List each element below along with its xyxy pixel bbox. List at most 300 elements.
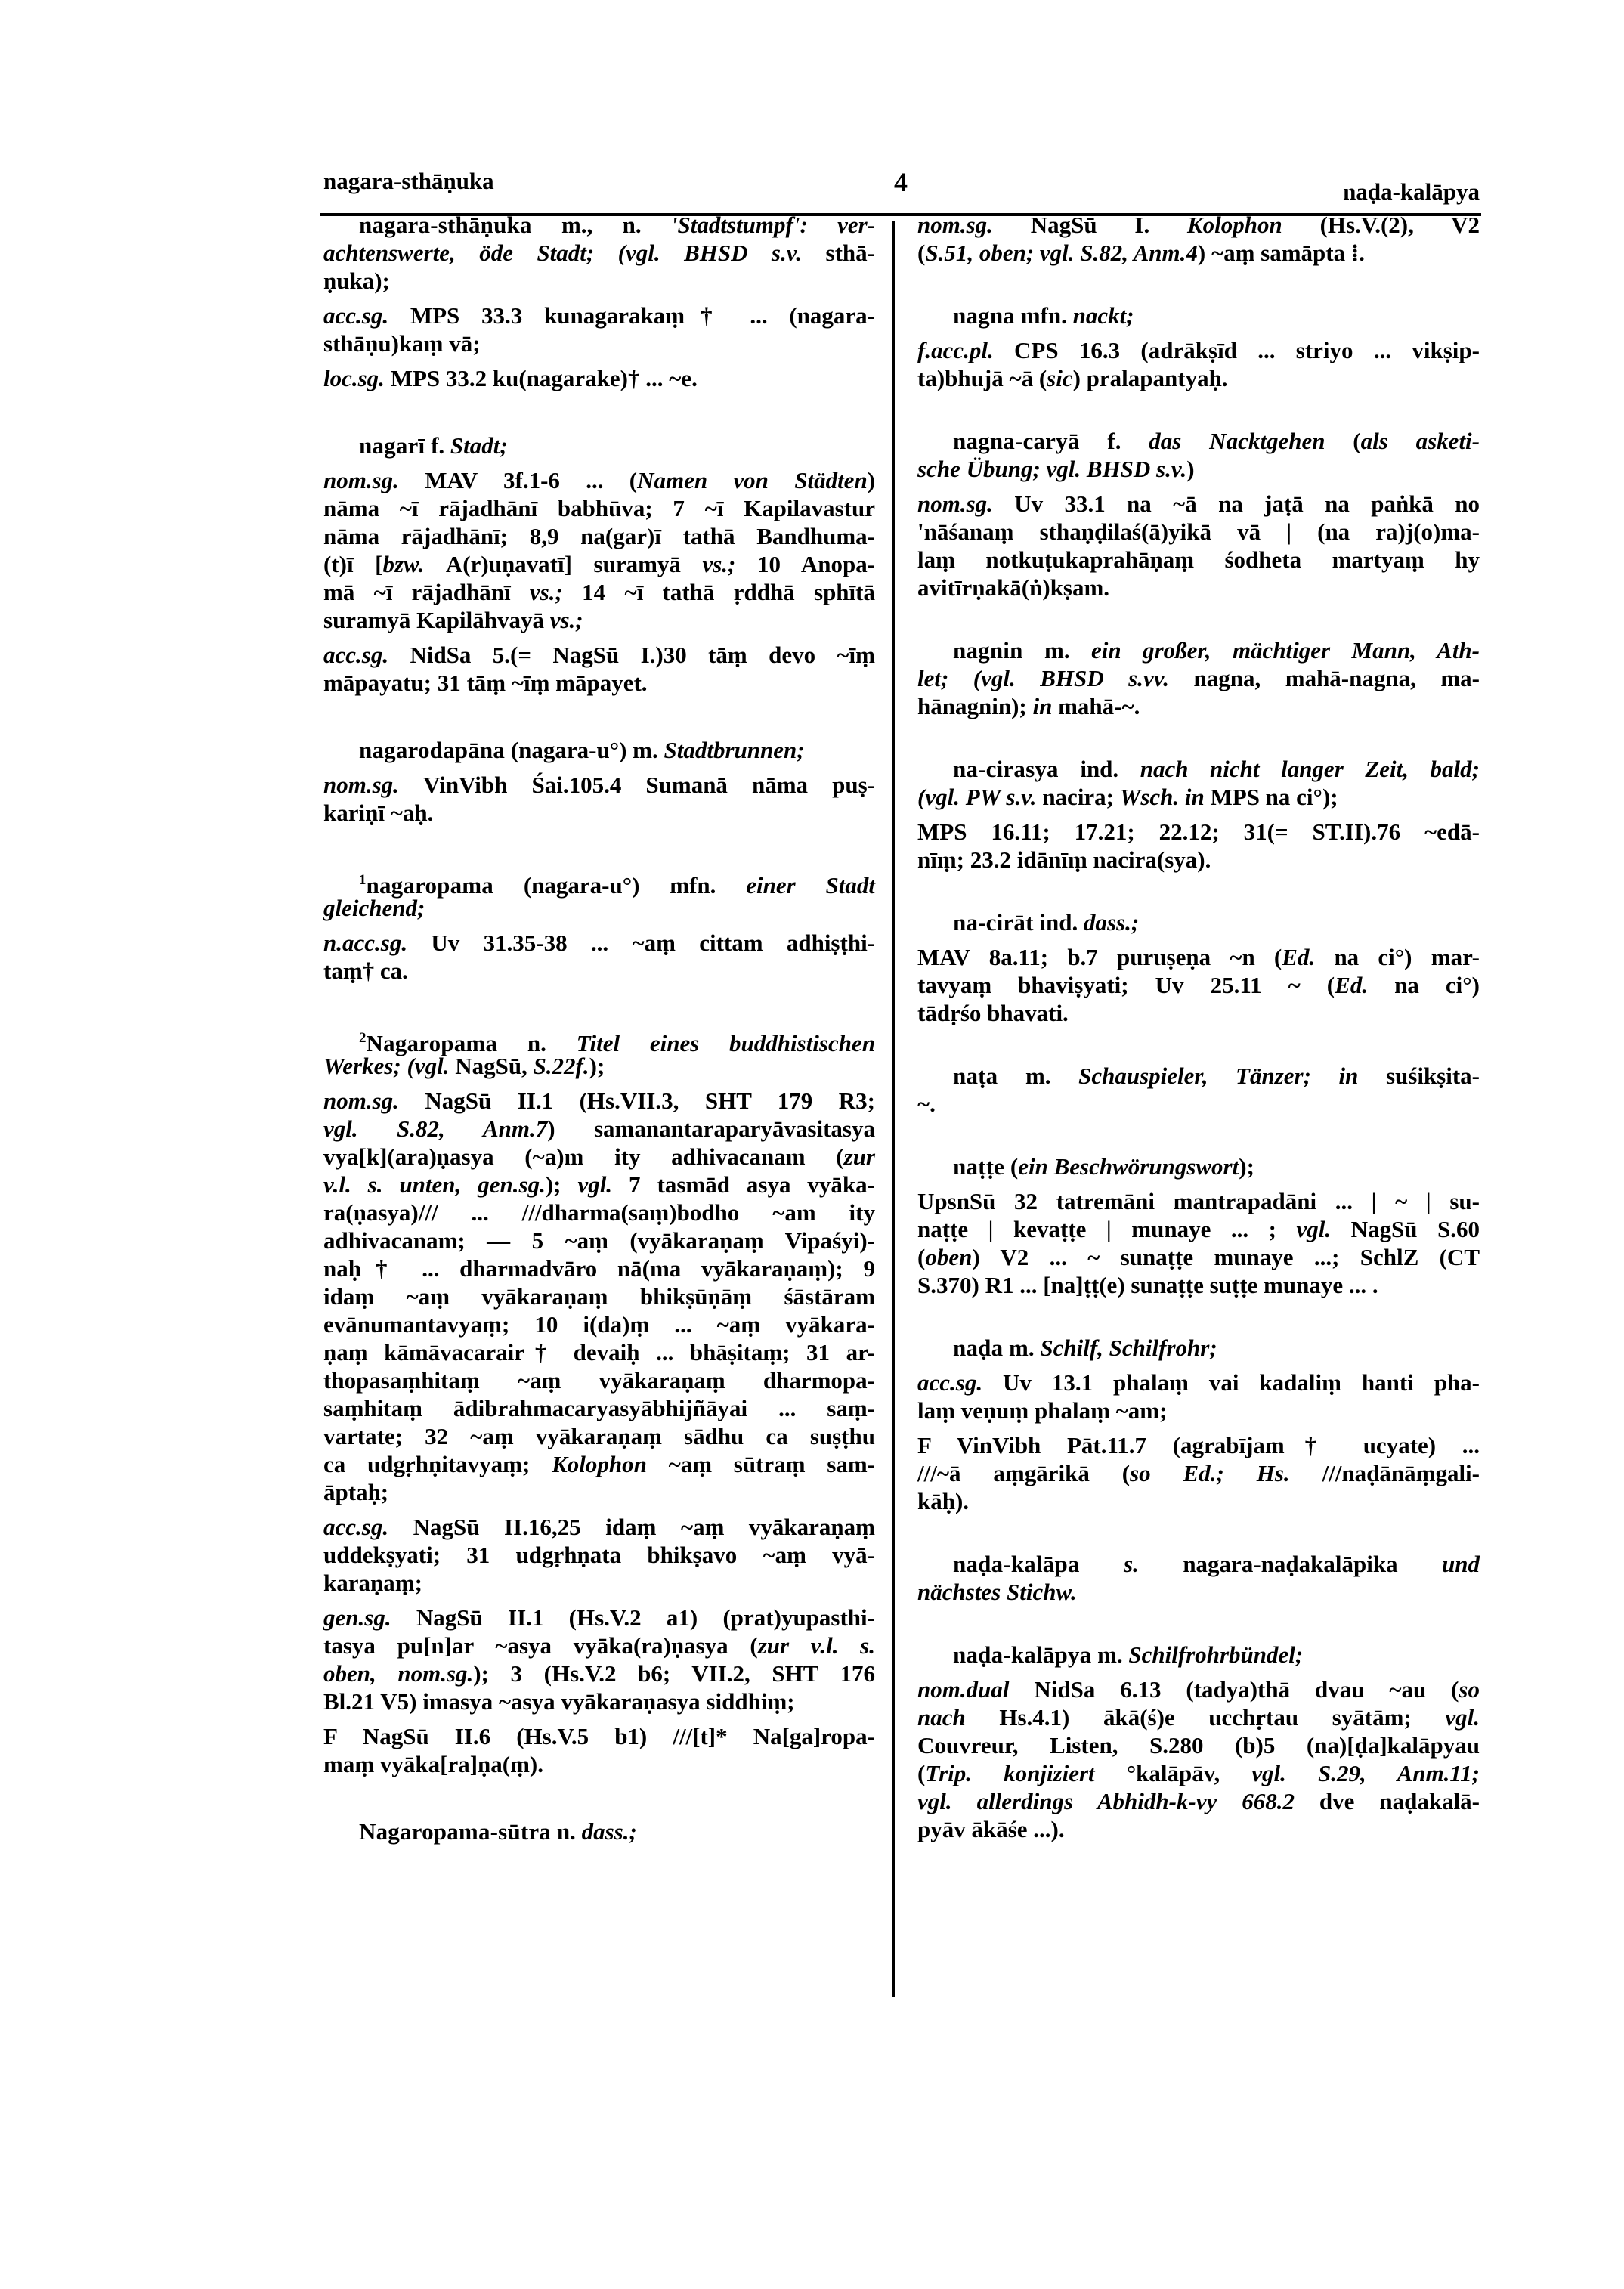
text-line — [323, 1087, 875, 1115]
italic-text: s. — [1124, 1551, 1183, 1577]
headword: Nagaropama-sūtra — [359, 1818, 552, 1845]
entry-text: āptaḥ; — [323, 1479, 389, 1505]
running-head-left: nagara-sthāṇuka — [323, 168, 494, 194]
text-line — [323, 550, 875, 578]
dictionary-entry — [917, 1334, 1480, 1515]
entry-text: mahā-~. — [1058, 693, 1140, 719]
text-line — [323, 957, 875, 985]
text-line — [323, 1422, 875, 1450]
text-line — [917, 1703, 1480, 1731]
entry-text: NidSa 5.(= NagSū I.)30 tāṃ devo ~īṃ — [410, 642, 875, 668]
headword: nagara-sthāṇuka — [359, 212, 532, 238]
entry-text: 'nāśanaṃ sthaṇḍilaś(ā)yikā vā | (na ra)j(o)ma- — [917, 518, 1480, 545]
entry-citation — [917, 1187, 1480, 1299]
italic-text: als asketi- — [1360, 428, 1480, 454]
italic-text: zur — [843, 1143, 875, 1170]
entry-text: uddekṣyati; 31 udgṛhṇata bhikṣavo ~aṃ vyā- — [323, 1542, 875, 1568]
text-line — [917, 1369, 1480, 1397]
entry-text: ///naḍānāṃgali- — [1322, 1460, 1480, 1486]
entry-text: Uv 31.35-38 ... ~aṃ cittam adhiṣṭhi- — [431, 930, 876, 956]
italic-text: nach nicht langer Zeit, bald; — [1140, 756, 1480, 782]
entry-citation — [917, 211, 1480, 267]
italic-text: Stadtbrunnen; — [664, 737, 805, 763]
italic-text: gen.sg. — [323, 1604, 416, 1631]
entry-text: MPS na ci°); — [1210, 784, 1338, 810]
entry-citation — [323, 1722, 875, 1778]
entry-citation — [323, 771, 875, 827]
text-line — [917, 692, 1480, 720]
dictionary-entry — [323, 1024, 875, 1778]
text-line — [323, 578, 875, 606]
text-line — [917, 490, 1480, 518]
entry-text: sthā- — [825, 240, 875, 266]
text-line — [917, 239, 1480, 267]
text-line — [323, 1750, 875, 1778]
entry-text: suśikṣita- — [1385, 1063, 1480, 1089]
entry-text: NagSū, — [455, 1053, 534, 1079]
text-line — [917, 1459, 1480, 1487]
text-line — [323, 1024, 875, 1056]
entry-text: NagSū II.16,25 idaṃ ~aṃ vyākaraṇaṃ — [413, 1514, 875, 1540]
entry-text: nagna, mahā-nagna, ma- — [1193, 665, 1480, 691]
entry-text: NagSū S.60 — [1350, 1216, 1480, 1242]
dictionary-entry — [917, 211, 1480, 267]
text-line — [917, 336, 1480, 364]
text-line — [917, 636, 1480, 664]
text-line — [323, 522, 875, 550]
headword: na-cirāt — [953, 909, 1034, 936]
right-column — [917, 211, 1480, 1843]
entry-text: naṭṭe | kevaṭṭe | munaye ... ; — [917, 1216, 1297, 1242]
entry-text: Hs.4.1) ākā(ś)e ucchṛtau syātām; — [999, 1704, 1446, 1731]
headword: nagnin — [953, 637, 1023, 664]
entry-text: na ci°) — [1394, 972, 1480, 998]
text-line — [917, 574, 1480, 602]
entry-text: sthāṇu)kaṃ vā; — [323, 330, 481, 357]
entry-text: MPS 33.2 ku(nagarake)† ... ~e. — [390, 365, 698, 391]
entry-text: ( — [917, 1760, 926, 1786]
entry-text: pyāv ākāśe ...). — [917, 1816, 1065, 1842]
dictionary-entry — [917, 1062, 1480, 1118]
dictionary-entry — [323, 1817, 875, 1845]
entry-text: (Hs.V.(2), V2 — [1319, 212, 1480, 238]
text-line — [323, 1394, 875, 1422]
left-column — [323, 211, 875, 1845]
text-line — [917, 211, 1480, 239]
text-line — [917, 427, 1480, 455]
entry-text: MAV 3f.1-6 ... ( — [425, 467, 638, 493]
text-line — [323, 669, 875, 697]
entry-citation — [323, 641, 875, 697]
entry-text: nāma rājadhānī; 8,9 na(gar)ī tathā Bandhuma- — [323, 523, 875, 549]
entry-text: ) — [1186, 456, 1195, 482]
headword: naṭa — [953, 1063, 998, 1089]
entry-text: ta)bhujā ~ā ( — [917, 365, 1047, 391]
italic-text: Werkes; (vgl. — [323, 1053, 456, 1079]
entry-text: Bl.21 V5) imasya ~asya vyākaraṇasya siddhiṃ; — [323, 1688, 795, 1715]
text-line — [917, 364, 1480, 392]
italic-text: acc.sg. — [323, 1514, 413, 1540]
italic-text: vs.; — [549, 607, 583, 633]
italic-text: so — [1459, 1676, 1480, 1703]
entry-text: mfn. — [1014, 302, 1073, 329]
entry-text: karaṇaṃ; — [323, 1570, 422, 1596]
dictionary-entry — [917, 1641, 1480, 1843]
text-line — [917, 546, 1480, 574]
text-line — [323, 866, 875, 899]
entry-text: ṇaṃ kāmāvacarair† devaiḥ ... bhāṣitaṃ; 31 ar- — [323, 1339, 875, 1366]
text-line — [917, 1487, 1480, 1515]
entry-citation — [323, 1513, 875, 1597]
text-line — [323, 641, 875, 669]
text-line — [917, 455, 1480, 483]
text-line — [917, 1675, 1480, 1703]
entry-citation — [323, 1604, 875, 1715]
entry-text: avitīrṇakā(ṅ)kṣam. — [917, 574, 1110, 601]
text-line — [917, 1759, 1480, 1787]
entry-text: idaṃ ~aṃ vyākaraṇaṃ bhikṣūṇāṃ śāstāram — [323, 1283, 875, 1310]
italic-text: nom.sg. — [323, 467, 425, 493]
italic-text: das Nacktgehen — [1149, 428, 1353, 454]
italic-text: Schilfrohrbündel; — [1128, 1641, 1304, 1668]
entry-text: maṃ vyāka[ra]ṇa(ṃ). — [323, 1751, 544, 1777]
italic-text: S.22f. — [533, 1053, 589, 1079]
entry-text: tavyaṃ bhaviṣyati; Uv 25.11 ~ ( — [917, 972, 1335, 998]
column-divider — [892, 221, 895, 1997]
entry-text: ra(ṇasya)/// ... ///dharma(saṃ)bodho ~am ity — [323, 1199, 875, 1226]
entry-text: m. — [1022, 637, 1092, 664]
entry-text: NagSū II.1 (Hs.VII.3, SHT 179 R3; — [425, 1087, 875, 1114]
entry-text: F VinVibh Pāt.11.7 (agrabījam† ucyate) ... — [917, 1432, 1480, 1458]
entry-definition — [917, 427, 1480, 483]
entry-text: māpayatu; 31 tāṃ ~īṃ māpayet. — [323, 670, 648, 696]
text-line — [917, 1431, 1480, 1459]
dictionary-entry — [917, 302, 1480, 392]
text-line — [323, 239, 875, 267]
entry-text: n. — [551, 1818, 582, 1845]
italic-text: bzw. — [382, 551, 446, 577]
entry-text: MPS 16.11; 17.21; 22.12; 31(= ST.II).76 ~edā- — [917, 818, 1480, 845]
entry-text: dve naḍakalā- — [1319, 1788, 1480, 1814]
dictionary-entry — [917, 755, 1480, 874]
dictionary-entry — [323, 432, 875, 697]
dictionary-entry — [917, 636, 1480, 720]
text-line — [323, 1254, 875, 1282]
italic-text: nom.sg. — [323, 1087, 425, 1114]
entry-text: kāḥ). — [917, 1488, 970, 1514]
text-line — [917, 1090, 1480, 1118]
entry-text: m. — [1091, 1641, 1129, 1668]
entry-text: S.370) R1 ... [na]ṭṭ(e) sunaṭṭe suṭṭe munaye ... . — [917, 1272, 1378, 1298]
entry-text: °kalāpāv, — [1126, 1760, 1252, 1786]
entry-text: ///~ā aṃgārikā ( — [917, 1460, 1131, 1486]
headword: nagaropama — [366, 872, 494, 899]
entry-text: (nagara-u°) m. — [505, 737, 664, 763]
entry-text: suramyā Kapilāhvayā — [323, 607, 550, 633]
headword: Nagaropama — [366, 1030, 498, 1056]
headword: naṭṭe — [953, 1153, 1005, 1180]
text-line — [323, 1199, 875, 1226]
italic-text: vs.; — [529, 579, 583, 605]
headword: naḍa-kalāpa — [953, 1551, 1080, 1577]
italic-text: acc.sg. — [323, 642, 410, 668]
headword: nagna — [953, 302, 1015, 329]
entry-text: ind. — [1058, 756, 1140, 782]
text-line — [323, 1310, 875, 1338]
entry-text: MPS 33.3 kunagarakaṃ† ... (nagara- — [410, 302, 875, 329]
entry-citation — [917, 818, 1480, 874]
entry-text: taṃ† ca. — [323, 957, 408, 984]
text-line — [917, 1731, 1480, 1759]
text-line — [323, 1366, 875, 1394]
text-line — [323, 494, 875, 522]
text-line — [323, 1282, 875, 1310]
entry-text: naḥ† ... dharmadvāro nā(ma vyākaraṇaṃ); 9 — [323, 1255, 875, 1282]
italic-text: vgl. — [577, 1171, 629, 1198]
italic-text: Trip. konjiziert — [925, 1760, 1127, 1786]
entry-text: ( — [917, 240, 926, 266]
entry-text: kariṇī ~aḥ. — [323, 800, 434, 826]
entry-definition — [323, 432, 875, 459]
entry-text: 7 tasmād asya vyāka- — [629, 1171, 875, 1198]
entry-text: ) — [867, 467, 876, 493]
text-line — [917, 1578, 1480, 1606]
entry-text: hānagnin); — [917, 693, 1033, 719]
entry-text: Uv 33.1 na ~ā na jaṭā na paṅkā no — [1014, 490, 1480, 517]
text-line — [323, 606, 875, 634]
entry-text: 14 ~ī tathā ṛddhā sphītā — [582, 579, 875, 605]
italic-text: nom.sg. — [917, 490, 1015, 517]
entry-text: m. — [998, 1063, 1079, 1089]
entry-text: UpsnSū 32 tatremāni mantrapadāni ... | ~ | su- — [917, 1188, 1480, 1214]
italic-text: nom.sg. — [323, 772, 423, 798]
italic-text: zur v.l. s. — [757, 1632, 875, 1659]
italic-text: Schauspieler, Tänzer; in — [1078, 1063, 1386, 1089]
entry-text: ( — [1004, 1153, 1019, 1180]
entry-text: CPS 16.3 (adrākṣīd ... striyo ... vikṣip- — [1014, 337, 1480, 363]
italic-text: n.acc.sg. — [323, 930, 432, 956]
entry-text: vya[k](ara)ṇasya (~a)m ity adhivacanam ( — [323, 1143, 844, 1170]
text-line — [917, 1062, 1480, 1090]
dictionary-entry — [917, 1550, 1480, 1606]
entry-text — [1080, 1551, 1124, 1577]
text-line — [323, 1541, 875, 1569]
entry-citation — [917, 943, 1480, 1027]
entry-text: ~aṃ sūtraṃ sam- — [668, 1451, 875, 1477]
text-line — [917, 783, 1480, 811]
entry-text: mā ~ī rājadhānī — [323, 579, 530, 605]
text-line — [323, 1513, 875, 1541]
italic-text: vs.; — [702, 551, 757, 577]
text-line — [323, 211, 875, 239]
italic-text: let; (vgl. BHSD s.vv. — [917, 665, 1194, 691]
entry-text: (t)ī [ — [323, 551, 383, 577]
dictionary-entry — [917, 908, 1480, 1027]
entry-definition — [323, 1024, 875, 1080]
italic-text: Namen von Städten — [637, 467, 868, 493]
text-line — [323, 1338, 875, 1366]
entry-text: m., n. — [531, 212, 671, 238]
text-line — [323, 1632, 875, 1660]
text-line — [323, 929, 875, 957]
entry-text: m. — [1003, 1335, 1041, 1361]
headword: naḍa-kalāpya — [953, 1641, 1092, 1668]
entry-definition — [917, 1062, 1480, 1118]
entry-definition — [917, 1641, 1480, 1669]
running-head-right: naḍa-kalāpya — [1343, 178, 1480, 205]
entry-text: ) samanantaraparyāvasitasya — [547, 1115, 875, 1142]
text-line — [323, 1226, 875, 1254]
italic-text: Ed. — [1282, 944, 1335, 970]
text-line — [323, 1478, 875, 1506]
italic-text: dass.; — [1083, 909, 1140, 936]
italic-text: einer Stadt — [746, 872, 875, 899]
entry-text: ca udgṛhṇitavyaṃ; — [323, 1451, 552, 1477]
text-line — [323, 1687, 875, 1715]
entry-text: NagSū I. — [1030, 212, 1187, 238]
entry-text: nāma ~ī rājadhānī babhūva; 7 ~ī Kapilavastur — [323, 495, 875, 521]
text-line — [917, 1243, 1480, 1271]
entry-citation — [917, 1431, 1480, 1515]
text-line — [917, 1152, 1480, 1180]
italic-text: f.acc.pl. — [917, 337, 1015, 363]
italic-text: nom.dual — [917, 1676, 1035, 1703]
text-line — [917, 971, 1480, 999]
italic-text: Wsch. in — [1119, 784, 1211, 810]
text-line — [323, 329, 875, 357]
italic-text: 'Stadtstumpf': ver- — [670, 212, 875, 238]
entry-text: thopasaṃhitaṃ ~aṃ vyākaraṇaṃ dharmopa- — [323, 1367, 875, 1394]
dictionary-entry — [323, 736, 875, 827]
entry-definition — [323, 1817, 875, 1845]
text-line — [917, 664, 1480, 692]
text-line — [323, 1450, 875, 1478]
headword: na-cirasya — [953, 756, 1059, 782]
italic-text: ein großer, mächtiger Mann, Ath- — [1091, 637, 1480, 664]
entry-definition — [323, 211, 875, 295]
entry-text: A(r)uṇavatī] suramyā — [445, 551, 703, 577]
italic-text: vgl. allerdings Abhidh-k-vy 668.2 — [917, 1788, 1319, 1814]
entry-text: NidSa 6.13 (tadya)thā dvau ~au ( — [1034, 1676, 1459, 1703]
italic-text: Stadt; — [450, 432, 508, 459]
text-line — [323, 466, 875, 494]
text-line — [323, 1171, 875, 1199]
entry-text: laṃ veṇuṃ phalaṃ ~am; — [917, 1397, 1168, 1424]
text-line — [917, 1187, 1480, 1215]
text-line — [323, 1569, 875, 1597]
text-line — [917, 999, 1480, 1027]
italic-text: v.l. s. unten, gen.sg. — [323, 1171, 546, 1198]
text-line — [917, 302, 1480, 329]
italic-text: vgl. — [1296, 1216, 1351, 1242]
italic-text: Kolophon — [552, 1451, 669, 1477]
entry-text: na ci°) mar- — [1334, 944, 1480, 970]
italic-text: in — [1032, 693, 1059, 719]
italic-text: gleichend; — [323, 895, 425, 921]
entry-text: F NagSū II.6 (Hs.V.5 b1) ///[t]* Na[ga]ropa- — [323, 1723, 875, 1749]
headword: naḍa — [953, 1335, 1004, 1361]
italic-text: nächstes Stichw. — [917, 1579, 1077, 1605]
italic-text: nackt; — [1072, 302, 1134, 329]
text-line — [917, 1334, 1480, 1362]
headword: nagarodapāna — [359, 737, 506, 763]
entry-definition — [917, 1152, 1480, 1180]
entry-text: ( — [917, 1244, 926, 1270]
dictionary-entry — [323, 866, 875, 985]
headword: nagarī — [359, 432, 425, 459]
italic-text: und — [1442, 1551, 1480, 1577]
page-number: 4 — [894, 167, 908, 197]
text-line — [323, 267, 875, 295]
entry-definition — [917, 636, 1480, 720]
entry-citation — [917, 1675, 1480, 1843]
italic-text: vgl. S.82, Anm.7 — [323, 1115, 548, 1142]
dictionary-entry — [917, 427, 1480, 602]
text-line — [917, 1641, 1480, 1669]
text-line — [323, 771, 875, 799]
entry-definition — [917, 908, 1480, 936]
text-line — [323, 1604, 875, 1632]
text-line — [917, 1550, 1480, 1578]
entry-text: ) V2 ... ~ sunaṭṭe munaye ...; SchlZ (CT — [972, 1244, 1480, 1270]
entry-text: Uv 13.1 phalaṃ vai kadaliṃ hanti pha- — [1003, 1369, 1480, 1396]
italic-text: nom.sg. — [917, 212, 1031, 238]
entry-text: nagara-naḍakalāpika — [1183, 1551, 1443, 1577]
entry-text: n. — [497, 1030, 577, 1056]
entry-citation — [323, 929, 875, 985]
entry-text: ṇuka); — [323, 268, 390, 294]
entry-text: vartate; 32 ~aṃ vyākaraṇaṃ sādhu ca suṣṭhu — [323, 1423, 875, 1449]
text-line — [917, 1815, 1480, 1843]
entry-text: (nagara-u°) mfn. — [493, 872, 747, 899]
entry-text: ) ~aṃ samāpta ⁞. — [1197, 240, 1365, 266]
entry-text: ); 3 (Hs.V.2 b6; VII.2, SHT 176 — [473, 1660, 876, 1687]
italic-text: achtenswerte, öde Stadt; (vgl. BHSD s.v. — [323, 240, 826, 266]
italic-text: vgl. — [1445, 1704, 1480, 1731]
text-line — [917, 1397, 1480, 1424]
italic-text: (vgl. PW s.v. — [917, 784, 1043, 810]
text-line — [323, 1817, 875, 1845]
entry-definition — [917, 1550, 1480, 1606]
entry-text: laṃ notkuṭukaprahāṇaṃ śodheta martyaṃ hy — [917, 546, 1480, 573]
entry-text: f. — [1079, 428, 1149, 454]
entry-text: Couvreur, Listen, S.280 (b)5 (na)[ḍa]kalāpyau — [917, 1732, 1480, 1759]
text-line — [917, 908, 1480, 936]
italic-text: oben, nom.sg. — [323, 1660, 474, 1687]
text-line — [917, 846, 1480, 874]
entry-text: evānumantavyaṃ; 10 i(da)ṃ ... ~aṃ vyākara- — [323, 1311, 875, 1338]
italic-text: Ed. — [1335, 972, 1395, 998]
italic-text: Titel eines buddhistischen — [576, 1030, 875, 1056]
entry-text: ); — [545, 1171, 578, 1198]
entry-text: f. — [425, 432, 450, 459]
entry-text: NagSū II.1 (Hs.V.2 a1) (prat)yupasthi- — [416, 1604, 875, 1631]
text-line — [323, 1115, 875, 1143]
entry-citation — [323, 466, 875, 634]
entry-text: ( — [1353, 428, 1361, 454]
italic-text: sic — [1047, 365, 1073, 391]
text-line — [323, 1660, 875, 1687]
homonym-number: 2 — [359, 1030, 367, 1046]
entry-text: ~. — [917, 1090, 936, 1117]
entry-citation — [917, 1369, 1480, 1424]
italic-text: acc.sg. — [323, 302, 410, 329]
text-line — [323, 302, 875, 329]
entry-text: saṃhitaṃ ādibrahmacaryasyābhijñāyai ... saṃ- — [323, 1395, 875, 1421]
italic-text: acc.sg. — [917, 1369, 1004, 1396]
headword: nagna-caryā — [953, 428, 1080, 454]
text-line — [917, 1271, 1480, 1299]
